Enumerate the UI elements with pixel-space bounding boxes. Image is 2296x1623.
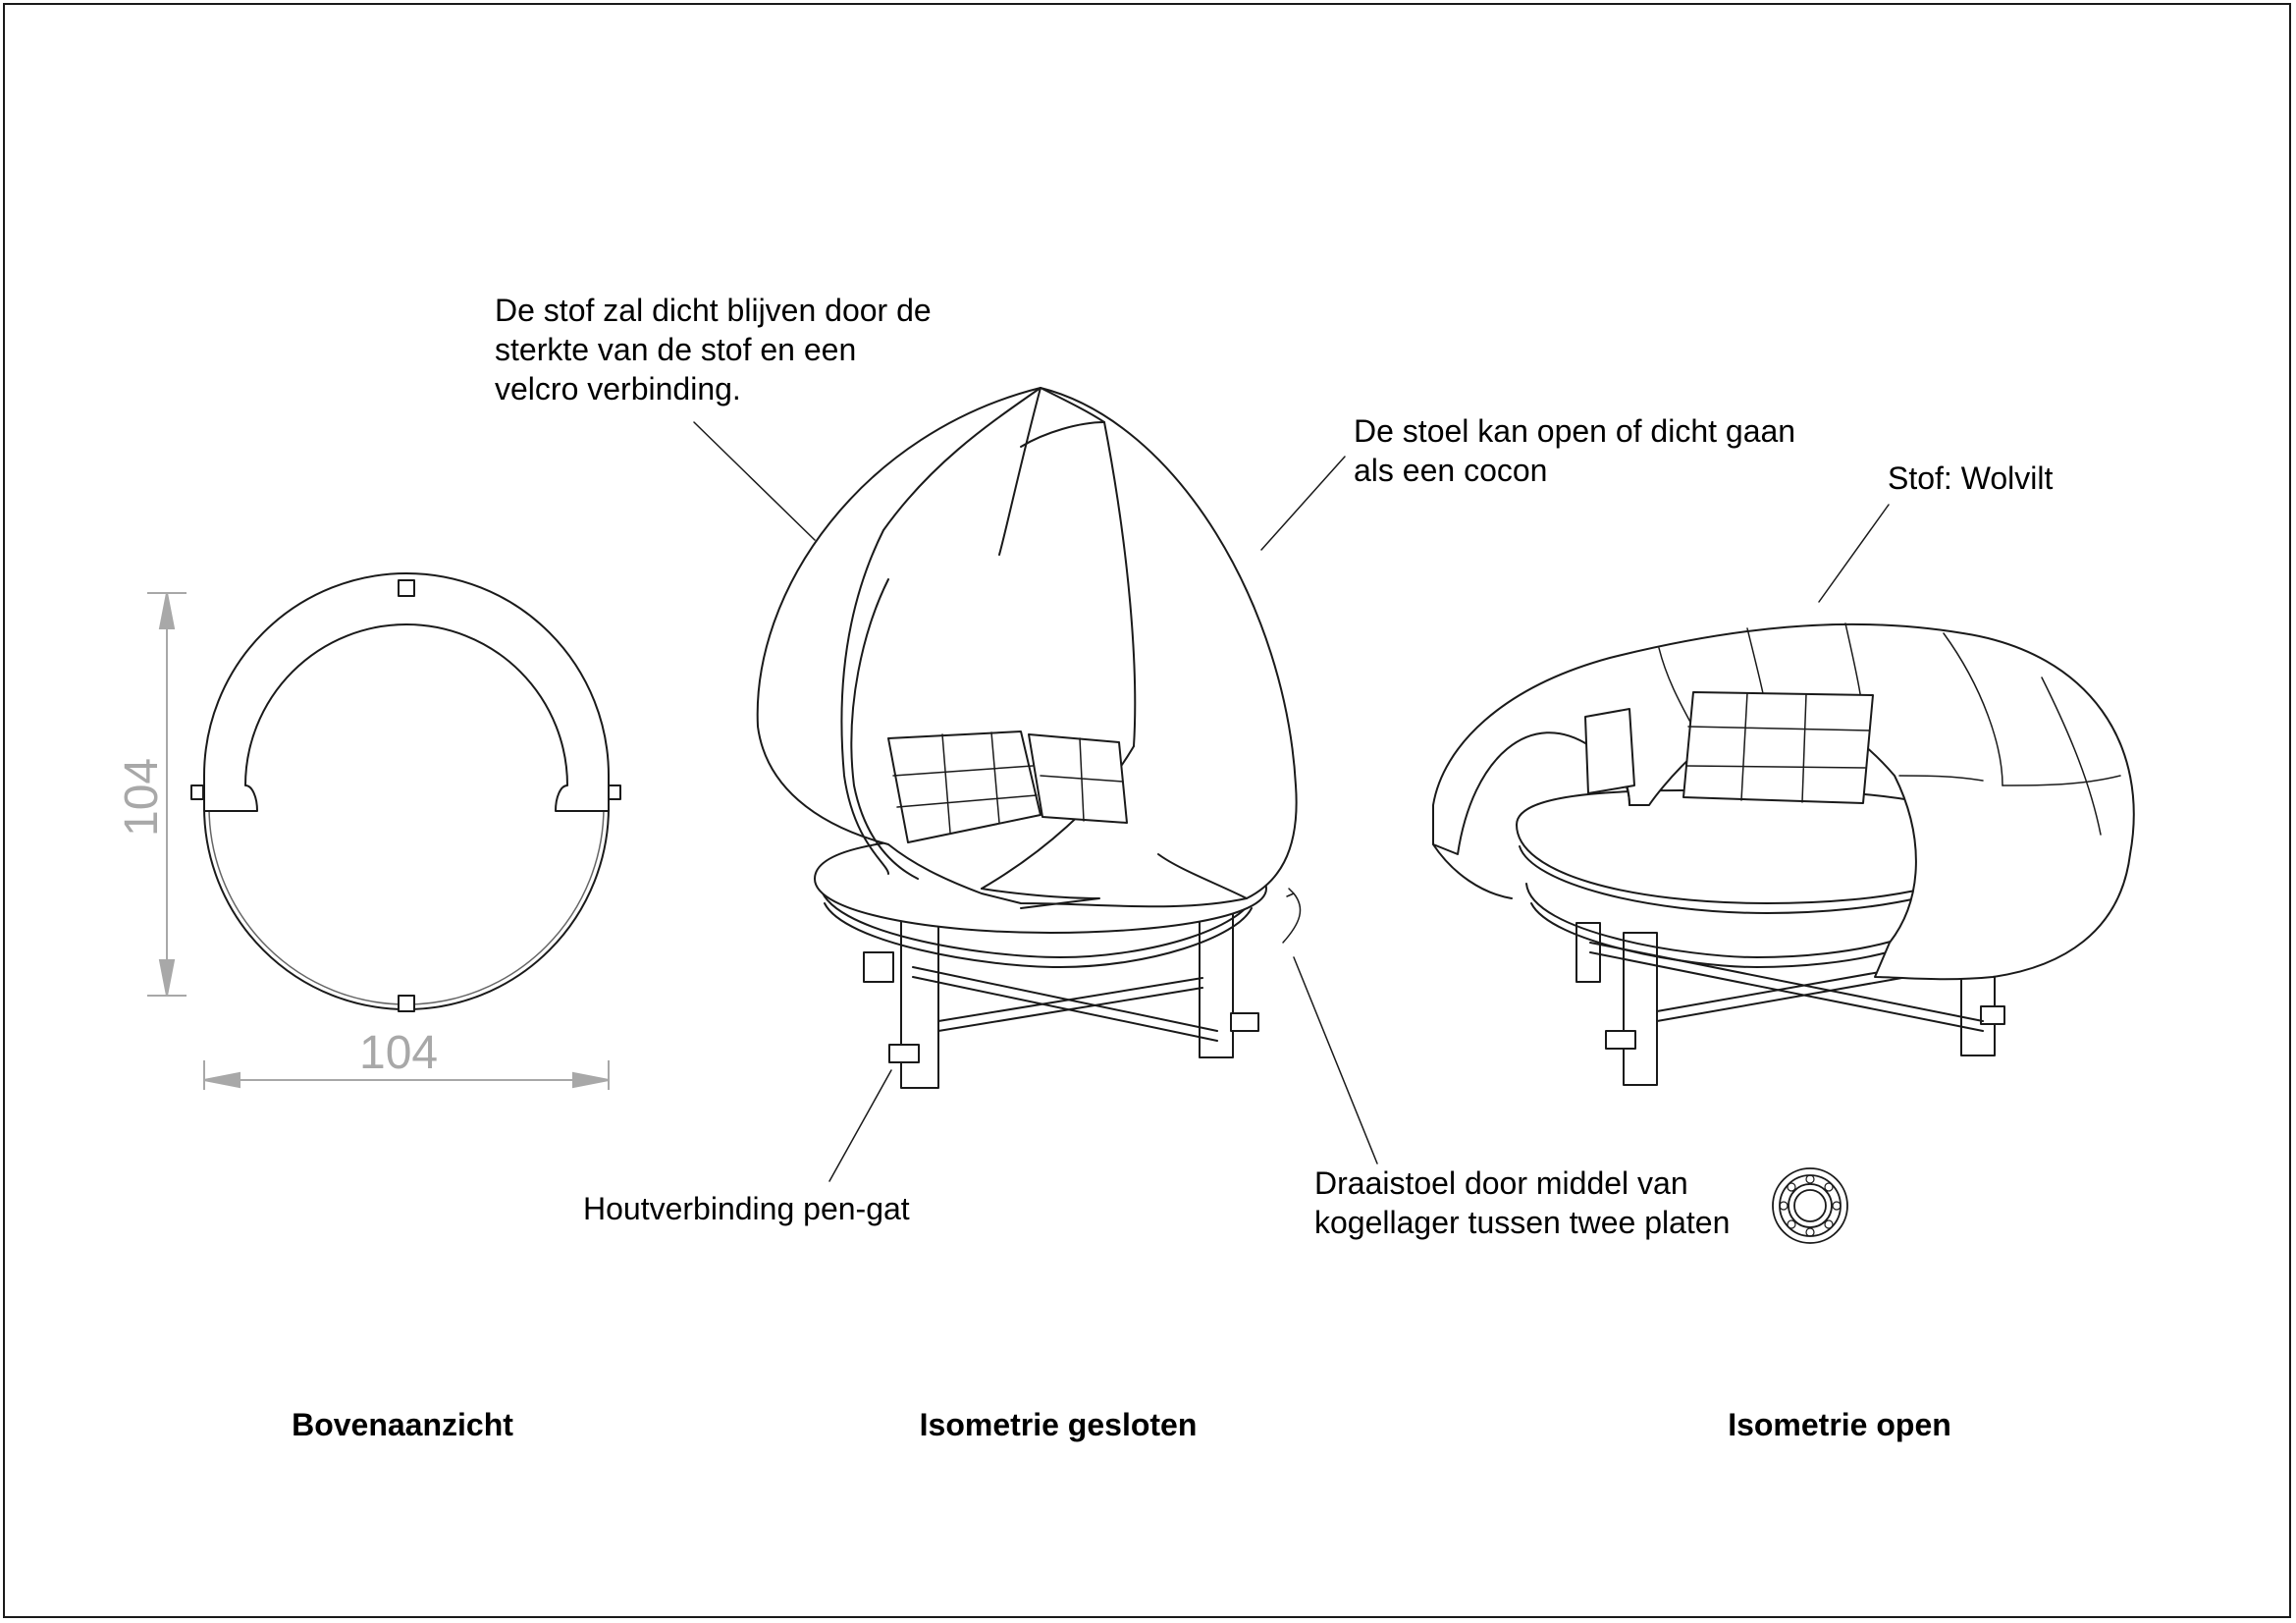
dimension-height bbox=[116, 593, 187, 996]
leader-open-close bbox=[1261, 457, 1345, 550]
annotation-fabric-closure: De stof zal dicht blijven door de sterkte van de stof en een velcro verbinding. bbox=[495, 293, 932, 406]
annotation-open-close: De stoel kan open of dicht gaan als een cocon bbox=[1354, 413, 1796, 488]
dimension-width-label: 104 bbox=[359, 1027, 439, 1079]
leader-swivel bbox=[1294, 957, 1377, 1163]
top-view-drawing bbox=[191, 573, 620, 1011]
leader-fabric-material bbox=[1819, 505, 1889, 602]
view-title-iso-closed: Isometrie gesloten bbox=[919, 1407, 1198, 1442]
annotation-swivel: Draaistoel door middel van kogellager tussen twee platen bbox=[1314, 1165, 1731, 1240]
swivel-rotation-arrow bbox=[1283, 889, 1301, 943]
dimension-height-label: 104 bbox=[116, 757, 168, 837]
annotation-wood-joint: Houtverbinding pen-gat bbox=[583, 1191, 910, 1226]
iso-open-drawing bbox=[1433, 623, 2134, 1085]
ball-bearing-icon bbox=[1773, 1168, 1847, 1243]
leader-wood-joint bbox=[829, 1070, 891, 1181]
annotation-fabric-material: Stof: Wolvilt bbox=[1888, 460, 2054, 496]
leader-fabric-closure bbox=[694, 422, 815, 540]
dimension-width bbox=[204, 1027, 609, 1090]
iso-closed-drawing bbox=[758, 388, 1297, 1088]
view-title-iso-open: Isometrie open bbox=[1728, 1407, 1951, 1442]
view-title-top: Bovenaanzicht bbox=[292, 1407, 513, 1442]
